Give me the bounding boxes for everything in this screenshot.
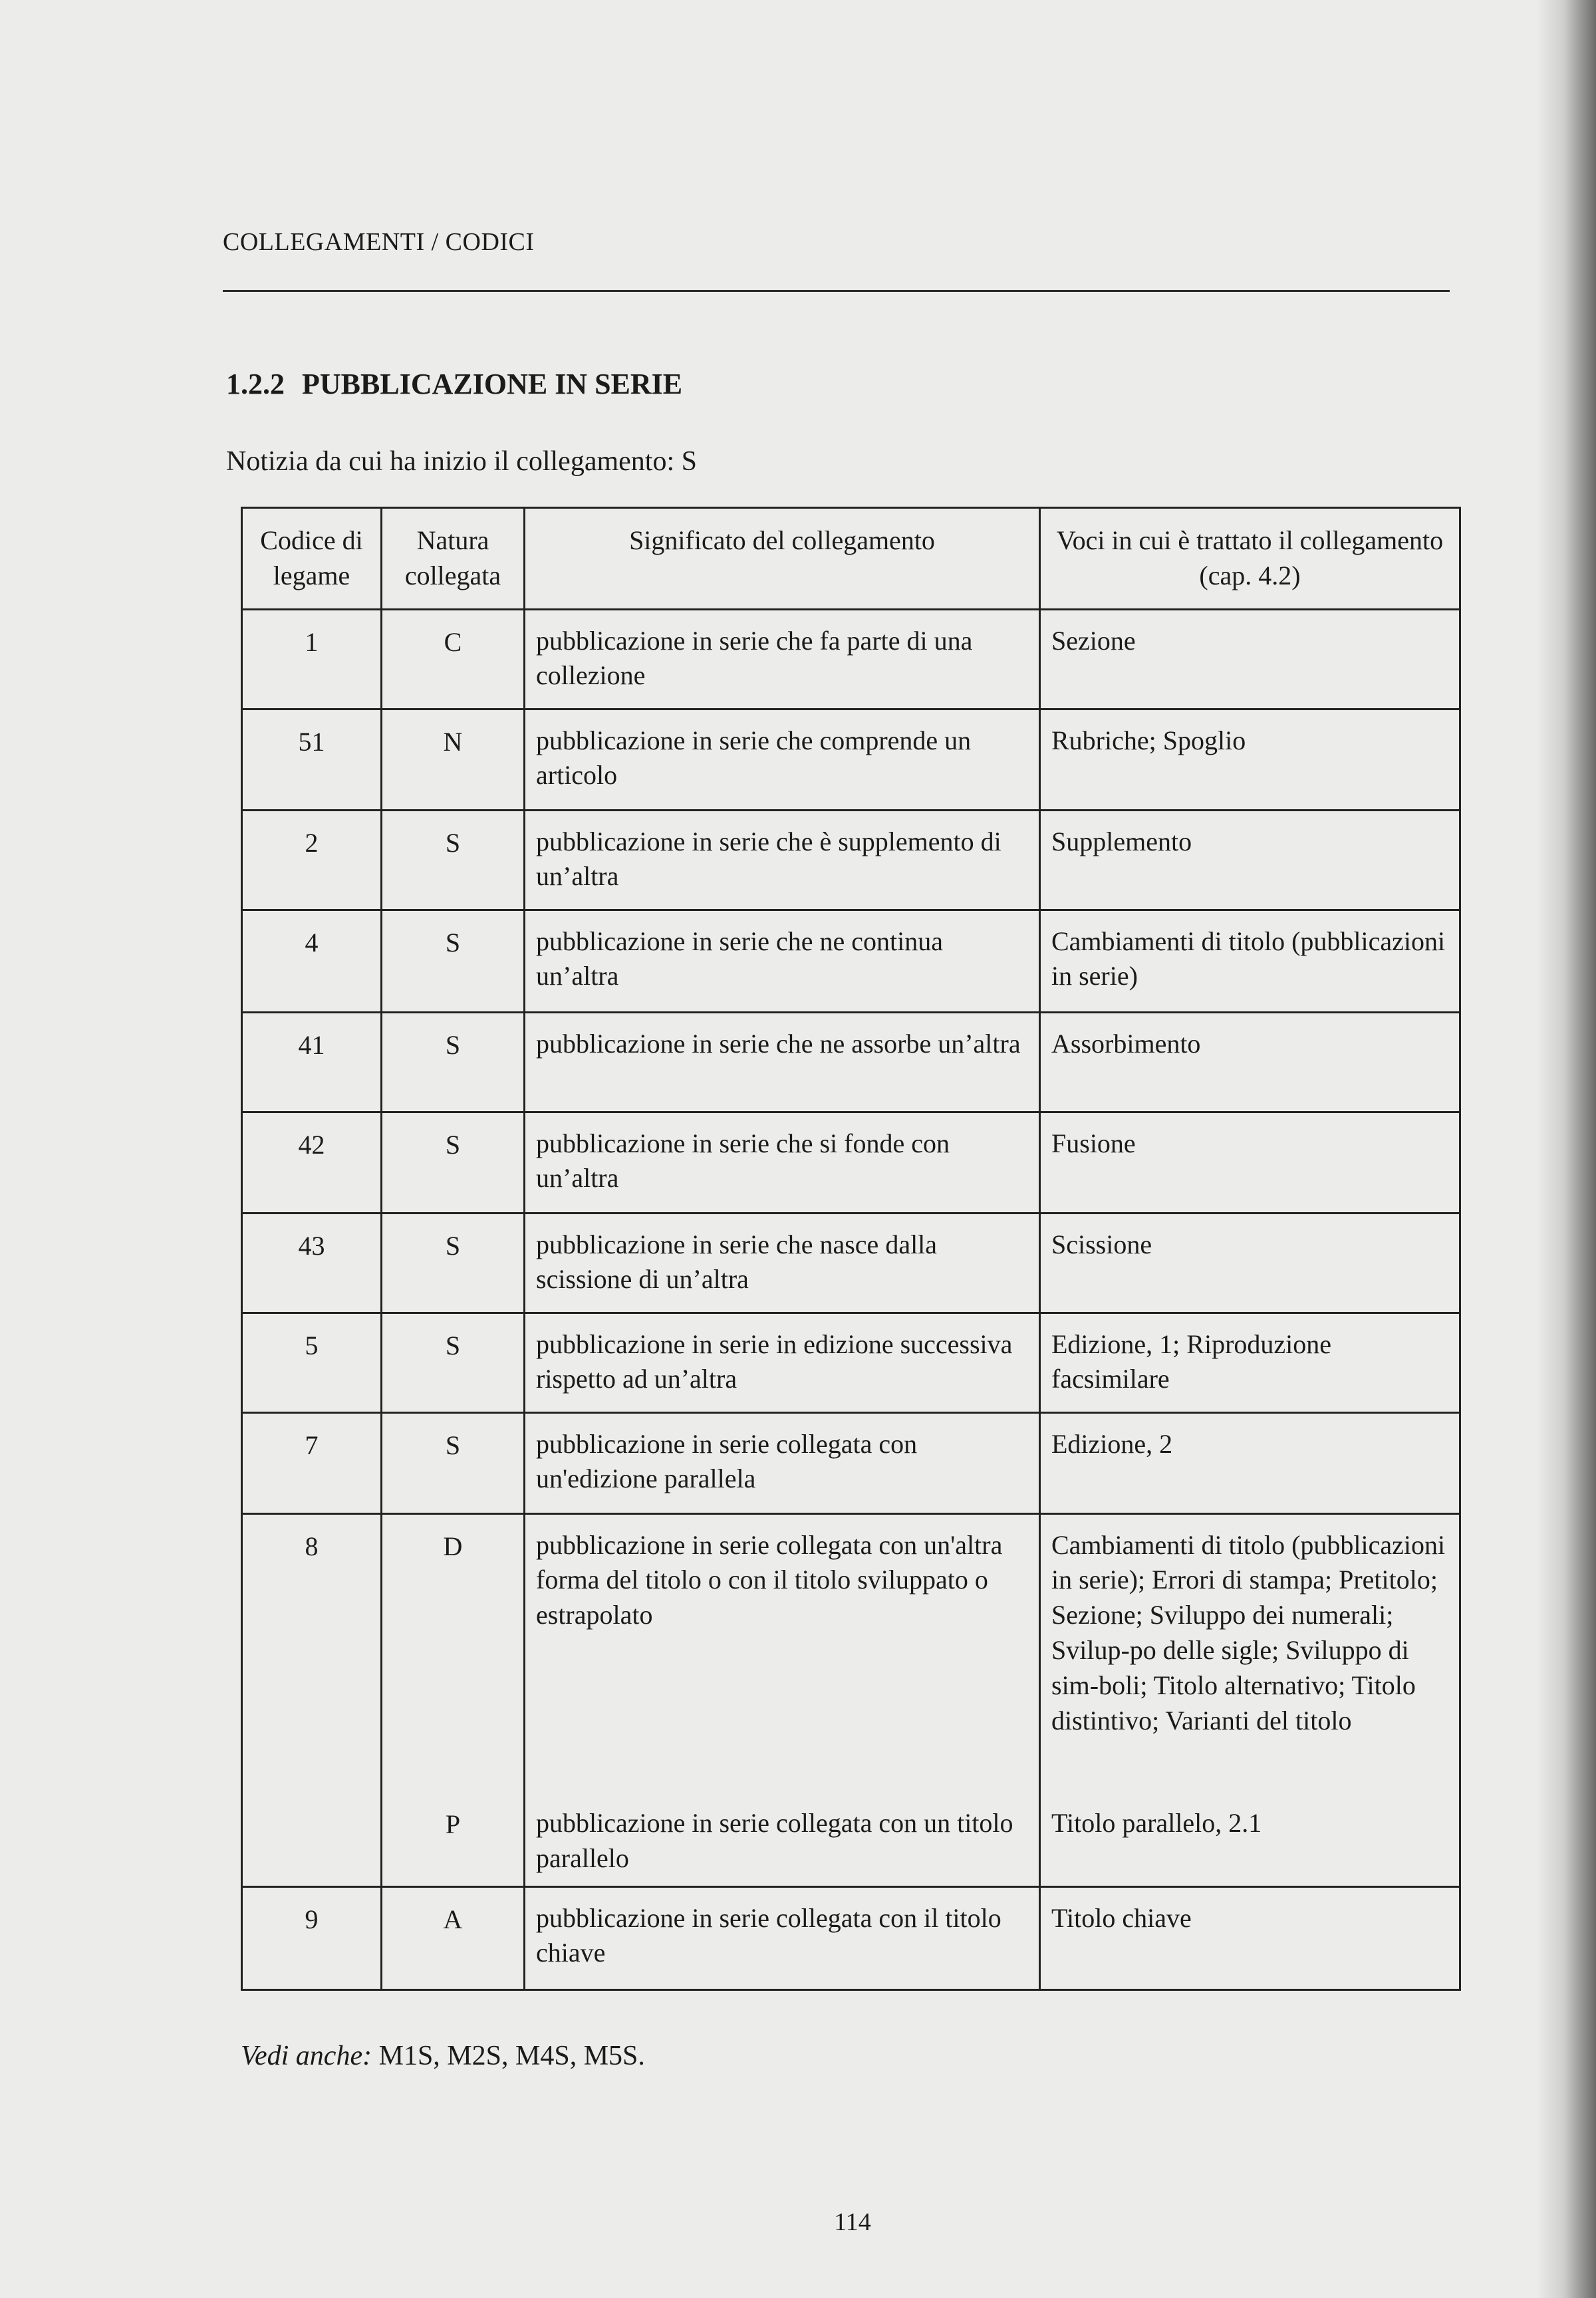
linked-nature: C: [382, 609, 525, 709]
link-code: 1: [242, 609, 382, 709]
page-edge-shadow: [1536, 0, 1596, 2298]
table-row: [242, 1313, 1460, 1412]
header-link-meaning: Significato del collegamento: [525, 508, 1040, 610]
link-meaning: pubblicazione in serie che ne continua un’altra: [525, 910, 1040, 1012]
origin-note: Notizia da cui ha inizio il collegamento: S: [226, 446, 697, 477]
linked-nature: S: [382, 1313, 525, 1412]
link-code: 7: [242, 1412, 382, 1513]
link-meaning: pubblicazione in serie collegata con un titolo parallelo: [525, 1793, 1040, 1886]
link-code: 42: [242, 1112, 382, 1213]
link-meaning: pubblicazione in serie collegata con un'edizione parallela: [525, 1412, 1040, 1513]
link-code: 51: [242, 709, 382, 810]
see-also-label: Vedi anche:: [241, 2041, 372, 2071]
see-also-codes: M1S, M2S, M4S, M5S.: [378, 2041, 645, 2071]
header-linked-nature: Natura collegata: [382, 508, 525, 610]
table-row: [242, 1012, 1460, 1112]
link-meaning: pubblicazione in serie collegata con il titolo chiave: [525, 1886, 1040, 1989]
table-row: [242, 1112, 1460, 1213]
table-header-row: [242, 508, 1460, 610]
link-codes-table: [241, 507, 1461, 1991]
table-row: [242, 609, 1460, 709]
table-row: [242, 910, 1460, 1012]
section-title: [226, 367, 682, 401]
link-entries: Titolo parallelo, 2.1: [1040, 1793, 1460, 1886]
linked-nature: D: [382, 1513, 525, 1793]
link-entries: Cambiamenti di titolo (pubblicazioni in serie); Errori di stampa; Pretitolo; Sezione; Sviluppo dei numerali; Svilup-po delle sigle; Sviluppo di sim-boli; Titolo alternativo; Titolo distintivo; Varianti del titolo: [1040, 1513, 1460, 1793]
table-row: [242, 1513, 1460, 1793]
linked-nature: S: [382, 1112, 525, 1213]
link-entries: Scissione: [1040, 1213, 1460, 1313]
link-entries: Edizione, 2: [1040, 1412, 1460, 1513]
link-meaning: pubblicazione in serie che ne assorbe un’altra: [525, 1012, 1040, 1112]
link-code: 9: [242, 1886, 382, 1989]
link-entries: Cambiamenti di titolo (pubblicazioni in serie): [1040, 910, 1460, 1012]
link-entries: Assorbimento: [1040, 1012, 1460, 1112]
section-title-text: PUBBLICAZIONE IN SERIE: [302, 368, 683, 400]
link-meaning: pubblicazione in serie che nasce dalla scissione di un’altra: [525, 1213, 1040, 1313]
table-row: [242, 1213, 1460, 1313]
table-row: [242, 1412, 1460, 1513]
link-meaning: pubblicazione in serie che è supplemento di un’altra: [525, 810, 1040, 910]
page-number: 114: [834, 2208, 871, 2236]
link-entries: Rubriche; Spoglio: [1040, 709, 1460, 810]
link-code: 41: [242, 1012, 382, 1112]
link-code: 2: [242, 810, 382, 910]
link-code: 4: [242, 910, 382, 1012]
link-code: 43: [242, 1213, 382, 1313]
link-entries: Fusione: [1040, 1112, 1460, 1213]
header-link-code: Codice di legame: [242, 508, 382, 610]
link-code: 5: [242, 1313, 382, 1412]
linked-nature: S: [382, 1412, 525, 1513]
table-row: [242, 709, 1460, 810]
table-row: [242, 810, 1460, 910]
link-meaning: pubblicazione in serie che fa parte di una collezione: [525, 609, 1040, 709]
header-link-entries: Voci in cui è trattato il collegamento (cap. 4.2): [1040, 508, 1460, 610]
linked-nature: S: [382, 1012, 525, 1112]
link-code: [242, 1793, 382, 1886]
link-meaning: pubblicazione in serie che comprende un articolo: [525, 709, 1040, 810]
running-head: COLLEGAMENTI / CODICI: [223, 228, 535, 256]
link-entries: Sezione: [1040, 609, 1460, 709]
link-meaning: pubblicazione in serie che si fonde con un’altra: [525, 1112, 1040, 1213]
link-meaning: pubblicazione in serie collegata con un'altra forma del titolo o con il titolo sviluppato o estrapolato: [525, 1513, 1040, 1793]
link-entries: Supplemento: [1040, 810, 1460, 910]
table-row: [242, 1793, 1460, 1886]
section-number: 1.2.2: [226, 368, 285, 400]
link-entries: Titolo chiave: [1040, 1886, 1460, 1989]
link-meaning: pubblicazione in serie in edizione successiva rispetto ad un’altra: [525, 1313, 1040, 1412]
link-entries: Edizione, 1; Riproduzione facsimilare: [1040, 1313, 1460, 1412]
linked-nature: P: [382, 1793, 525, 1886]
linked-nature: S: [382, 910, 525, 1012]
linked-nature: S: [382, 1213, 525, 1313]
linked-nature: N: [382, 709, 525, 810]
linked-nature: A: [382, 1886, 525, 1989]
see-also: [241, 2040, 645, 2072]
link-code: 8: [242, 1513, 382, 1793]
header-rule: [223, 290, 1450, 292]
table-row: [242, 1886, 1460, 1989]
linked-nature: S: [382, 810, 525, 910]
